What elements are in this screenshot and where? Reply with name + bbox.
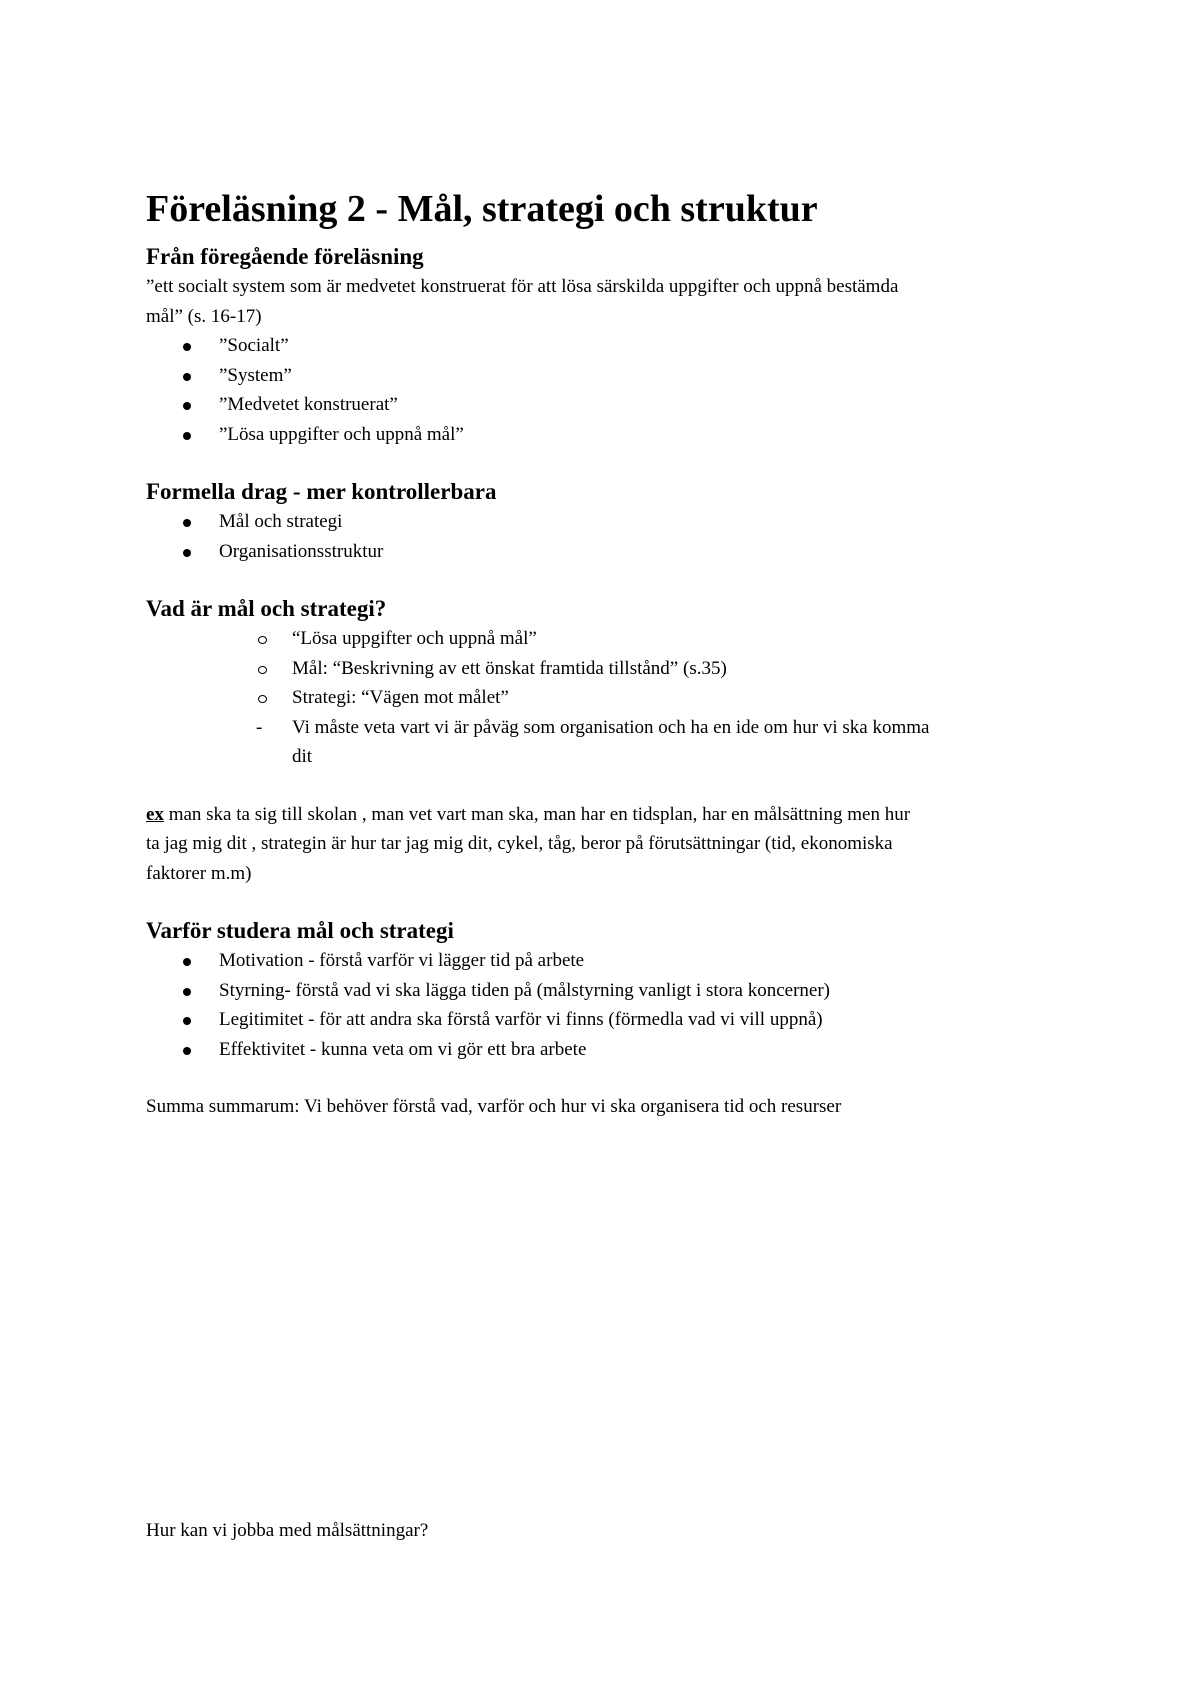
dash-list: [146, 713, 1066, 772]
summary-line: Summa summarum: Vi behöver förstå vad, varför och hur vi ska organisera tid och resurser: [146, 1096, 842, 1117]
list-item: Organisationsstruktur: [146, 537, 1066, 567]
example-label: ex: [146, 803, 164, 825]
list-item: ”System”: [146, 361, 1066, 391]
heading-goals-strategy: Vad är mål och strategi?: [146, 596, 387, 621]
bullet-icon: [183, 343, 191, 351]
goals-strategy-list: [146, 624, 1066, 713]
document-body: [146, 184, 1066, 1122]
list-item: Effektivitet - kunna veta om vi gör ett bra arbete: [146, 1035, 1066, 1065]
circle-bullet-icon: [258, 695, 267, 703]
list-item: Motivation - förstå varför vi lägger tid på arbete: [146, 946, 1066, 976]
page-title: Föreläsning 2 - Mål, strategi och struktur: [146, 188, 818, 230]
bullet-icon: [183, 988, 191, 996]
heading-why-study: Varför studera mål och strategi: [146, 918, 454, 943]
bullet-icon: [183, 402, 191, 410]
definition-quote-line: ”ett socialt system som är medvetet konstruerat för att lösa särskilda uppgifter och uppnå bestämda: [146, 276, 899, 297]
closing-question: Hur kan vi jobba med målsättningar?: [146, 1520, 429, 1541]
bullet-icon: [183, 549, 191, 557]
list-item: ”Medvetet konstruerat”: [146, 390, 1066, 420]
example-paragraph-line: ex man ska ta sig till skolan , man vet vart man ska, man har en tidsplan, har en målsättning men hur: [146, 803, 911, 825]
dash-bullet-icon: -: [256, 716, 263, 738]
bullet-icon: [183, 373, 191, 381]
definition-quote-line: mål” (s. 16-17): [146, 305, 262, 327]
bullet-icon: [183, 519, 191, 527]
bullet-icon: [183, 958, 191, 966]
list-item: Styrning- förstå vad vi ska lägga tiden på (målstyrning vanligt i stora koncerner): [146, 976, 1066, 1006]
example-paragraph-line: ta jag mig dit , strategin är hur tar jag mig dit, cykel, tåg, beror på förutsättningar (tid, ekonomiska: [146, 833, 893, 854]
list-item: Legitimitet - för att andra ska förstå varför vi finns (förmedla vad vi vill uppnå): [146, 1005, 1066, 1035]
example-paragraph-line: faktorer m.m): [146, 862, 252, 884]
list-item: Mål: “Beskrivning av ett önskat framtida tillstånd” (s.35): [146, 654, 1066, 684]
circle-bullet-icon: [258, 636, 267, 644]
circle-bullet-icon: [258, 666, 267, 674]
heading-previous-lecture: Från föregående föreläsning: [146, 244, 424, 269]
why-study-list: [146, 946, 1066, 1064]
heading-formal-features: Formella drag - mer kontrollerbara: [146, 479, 497, 504]
bullet-icon: [183, 1017, 191, 1025]
formal-features-list: [146, 507, 1066, 566]
list-item-continuation: dit: [292, 746, 313, 767]
list-item: ”Lösa uppgifter och uppnå mål”: [146, 420, 1066, 450]
bullet-icon: [183, 432, 191, 440]
list-item: “Lösa uppgifter och uppnå mål”: [146, 624, 1066, 654]
list-item: Strategi: “Vägen mot målet”: [146, 683, 1066, 713]
bullet-icon: [183, 1047, 191, 1055]
list-item: ”Socialt”: [146, 331, 1066, 361]
list-item: Mål och strategi: [146, 507, 1066, 537]
list-item: - Vi måste veta vart vi är påväg som organisation och ha en ide om hur vi ska komma: [146, 713, 1066, 743]
definition-keywords-list: [146, 331, 1066, 449]
